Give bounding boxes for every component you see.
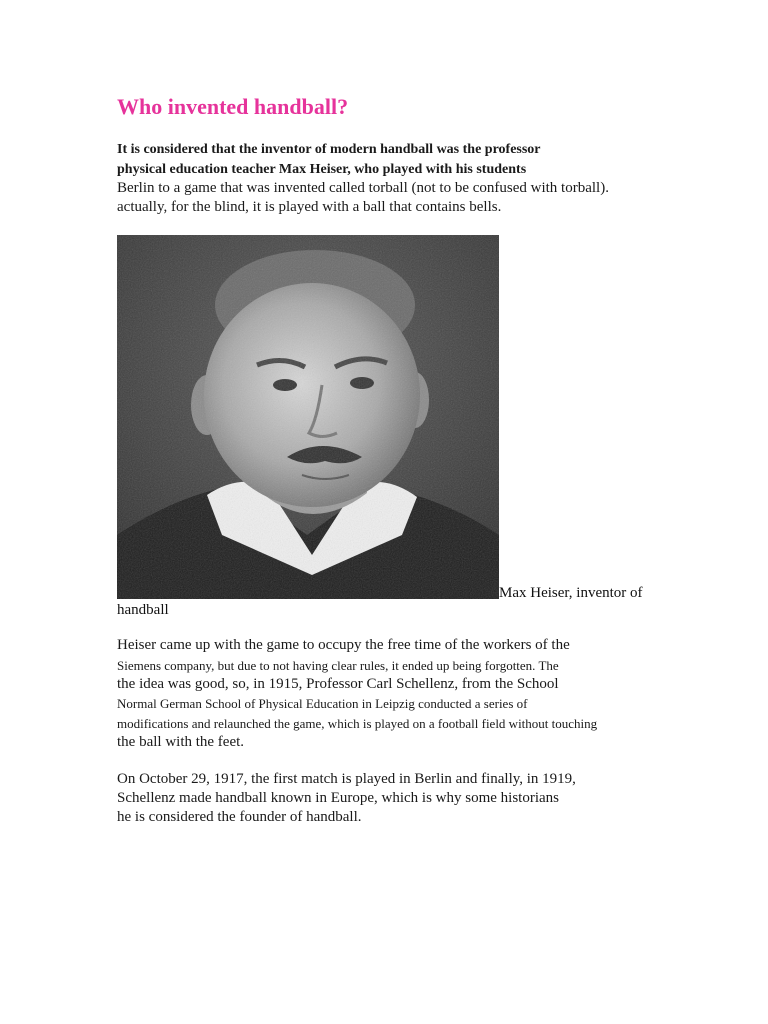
paragraph1-line-4: Normal German School of Physical Education in Leipzig conducted a series of [117,696,528,711]
intro-line-1: Berlin to a game that was invented called torball (not to be confused with torball). [117,180,609,196]
paragraph1-line-6: the ball with the feet. [117,734,245,750]
paragraph1-line-2: Siemens company, but due to not having clear rules, it ended up being forgotten. The [117,658,559,673]
photo-caption-continued: handball [117,602,169,618]
paragraph2-line-3: he is considered the founder of handball. [117,809,362,825]
max-heiser-portrait-photo [117,235,499,599]
paragraph2-line-1: On October 29, 1917, the first match is played in Berlin and finally, in 1919, [117,771,576,787]
paragraph1-line-3: the idea was good, so, in 1915, Professor Carl Schellenz, from the School [117,676,559,692]
paragraph1-line-5: modifications and relaunched the game, which is played on a football field without touching [117,716,598,731]
intro-line-2: actually, for the blind, it is played with a ball that contains bells. [117,199,502,215]
paragraph1-line-1: Heiser came up with the game to occupy the free time of the workers of the [117,637,570,653]
photo-caption: Max Heiser, inventor of [499,585,643,601]
paragraph2-line-2: Schellenz made handball known in Europe, which is why some historians [117,790,559,806]
page-title: Who invented handball? [117,94,349,119]
intro-bold-line-2: physical education teacher Max Heiser, who played with his students [117,162,527,177]
intro-bold-line-1: It is considered that the inventor of modern handball was the professor [117,142,541,157]
